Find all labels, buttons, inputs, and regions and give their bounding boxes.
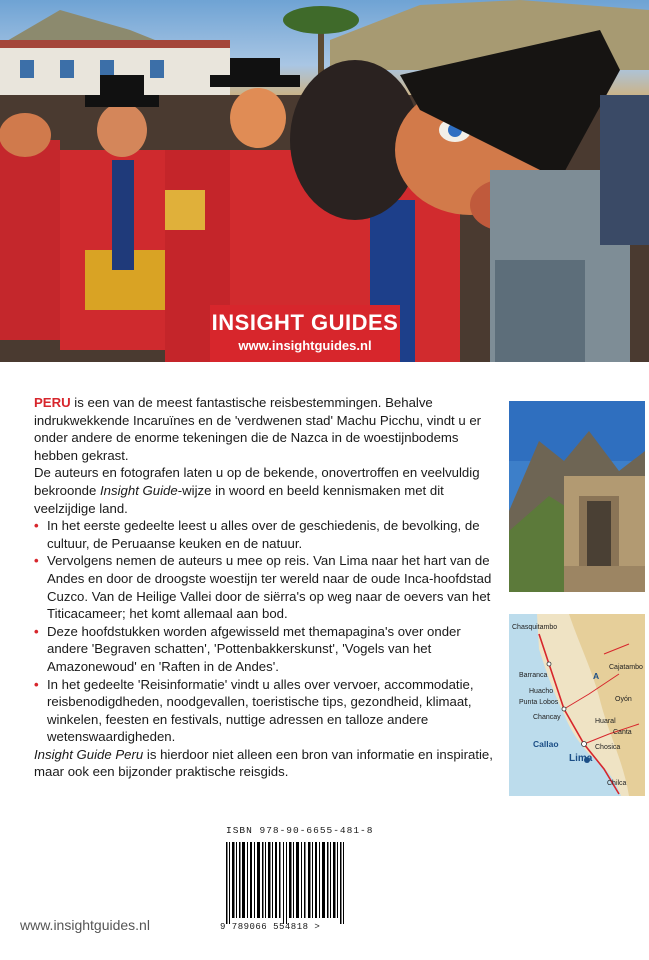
map-label: Huaral [595,718,616,725]
list-item-text: In het gedeelte 'Reisinformatie' vindt u alles over vervoer, accommodatie, reisbenodigdheden, noodgevallen, toeristische tips, gezondheid, klimaat, winkelen, feesten en festivals, nuttige adressen en talloze andere wetenswaardigheden. [47,676,474,745]
map-label: Chilca [607,780,627,787]
bullet-icon: • [34,553,39,569]
closing-italic: Insight Guide Peru [34,746,144,762]
barcode-digits: 9 789066 554818 > [220,922,321,932]
map-label: Callao [533,739,559,749]
brand-url: www.insightguides.nl [238,338,372,353]
map-label: A [593,671,600,681]
list-item [34,517,494,552]
bullet-icon: • [34,676,39,692]
feature-list [34,517,494,746]
map-label: Lima [569,753,593,764]
isbn-label: ISBN 978-90-6655-481-8 [226,825,374,836]
list-item-text: In het eerste gedeelte leest u alles over de geschiedenis, de bevolking, de cultuur, de Peruaanse keuken en de natuur. [47,518,480,551]
list-item [34,623,494,676]
ruins-illustration [509,401,645,592]
cover-photo [0,0,649,362]
p2-before: De auteurs en fotografen laten u op de bekende, onovertroffen en veelvuldig bekroonde [34,465,480,498]
list-item [34,552,494,622]
closing-paragraph [34,746,494,781]
insight-guides-logo [210,305,400,362]
map-label: Cajatambo [609,664,643,671]
closing-text: is hierdoor niet alleen een bron van informatie en inspiratie, maar ook een bijzonder praktische reisgids. [34,746,493,780]
bullet-icon: • [34,518,39,534]
second-paragraph [34,464,494,517]
map-label: Barranca [519,672,548,679]
brand-title: INSIGHT GUIDES [211,310,399,335]
ruins-photo [509,401,645,592]
map-label: Oyón [615,696,632,703]
highlight-peru: PERU [34,395,71,410]
barcode-icon [222,842,352,924]
map-label: Canta [613,729,632,736]
bullet-icon: • [34,623,39,639]
intro-text: is een van de meest fantastische reisbestemmingen. Behalve indrukwekkende Incaruïnes en de 'verdwenen stad' Machu Picchu, vindt u er onder andere de enorme tekeningen die de Nazca in de woestijnbodems hebben gekrast. [34,395,482,463]
back-cover-text [34,394,494,781]
p2-after: -wijze in woord en beeld kennismaken met dit veelzijdige land. [34,482,444,516]
list-item [34,676,494,746]
map-label: Chosica [595,744,621,751]
list-item-text: Vervolgens nemen de auteurs u mee op reis. Van Lima naar het hart van de Andes en door de droogste woestijn ter wereld naar de oude Inca-hoofdstad Cuzco. Van de Heilige Vallei door de siërra's op weg naar de oevers van het Titicacameer; het komt allemaal aan bod. [47,553,492,622]
intro-paragraph [34,394,494,464]
p2-italic: Insight Guide [100,482,178,498]
list-item-text: Deze hoofdstukken worden afgewisseld met themapagina's over onder andere 'Begraven schatten', 'Pottenbakkerskunst', 'Vogels van het Amazonewoud' en 'Raften in de Andes'. [47,623,461,674]
peru-map [509,614,645,796]
footer-website[interactable]: www.insightguides.nl [20,917,150,933]
map-label: Chancay [533,714,561,721]
map-label: Huacho [529,688,554,695]
map-label: Chasquitambo [512,624,558,631]
map-label: Punta Lobos [519,699,559,706]
